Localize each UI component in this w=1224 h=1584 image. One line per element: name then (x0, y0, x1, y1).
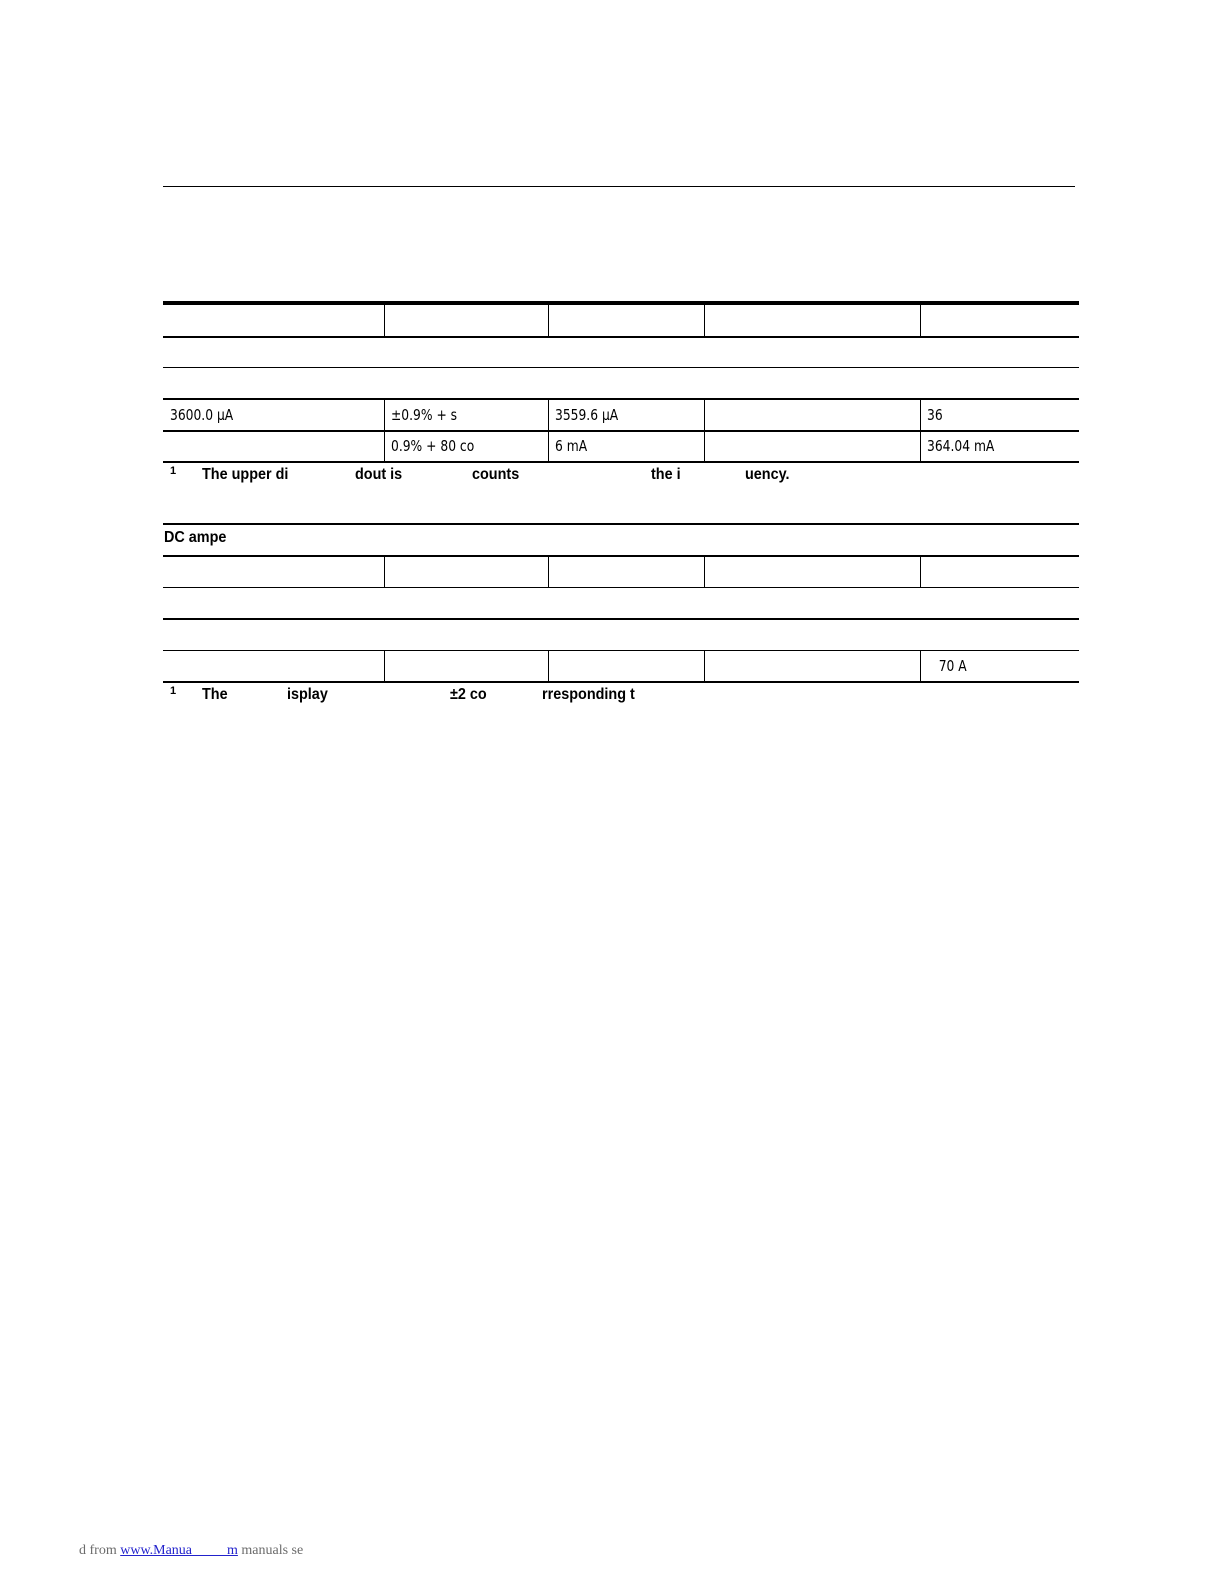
column-divider (920, 650, 921, 681)
footnote-text: isplay (287, 686, 328, 703)
table-cell: 3600.0 μA (170, 405, 234, 424)
table-cell: 364.04 mA (927, 437, 995, 455)
table-cell (711, 399, 875, 430)
footnote-text: The upper di (202, 466, 289, 483)
table-bottom-rule (163, 681, 1079, 683)
footer-suffix: manuals se (237, 1543, 304, 1558)
page-footer (79, 1543, 303, 1559)
table-cell: 3559.6 μA (555, 405, 619, 424)
table-cell (391, 651, 522, 681)
table-cell (711, 431, 875, 461)
table-cell (711, 651, 875, 681)
footnote-text: The (202, 686, 228, 703)
table-row (163, 431, 1079, 461)
table-cell: 6 mA (555, 437, 588, 455)
footnote-text: rresponding t (542, 686, 635, 703)
table-cell: 0.9% + 80 co (391, 437, 475, 455)
table-bottom-rule (163, 461, 1079, 463)
table-cell (170, 431, 334, 461)
column-divider (384, 650, 385, 681)
footnote-text: the i (651, 466, 681, 483)
footnote-text: ±2 co (450, 686, 487, 703)
row-rule (163, 367, 1079, 368)
column-divider (384, 556, 385, 587)
footnote-marker: 1 (170, 465, 177, 477)
footnote-text: uency. (745, 466, 790, 483)
spec-table-1 (163, 301, 1079, 462)
table-cell (170, 651, 334, 681)
column-divider (548, 556, 549, 587)
table-cell: 36 (927, 405, 943, 424)
column-divider (920, 305, 921, 336)
table-cell: 70 A (927, 657, 967, 675)
column-divider (548, 650, 549, 681)
spec-table-2 (163, 523, 1079, 684)
footnote-text: counts (472, 466, 520, 483)
column-divider (704, 556, 705, 587)
header-bottom-rule (163, 336, 1079, 338)
footnote-marker: 1 (170, 685, 177, 697)
column-divider (548, 305, 549, 336)
table-top-rule (163, 523, 1079, 525)
footer-link[interactable]: www.Manua m (120, 1543, 238, 1558)
table-row (163, 651, 1079, 681)
header-rule (163, 186, 1075, 187)
column-divider (704, 650, 705, 681)
table-title: DC ampe (164, 529, 227, 546)
column-divider (704, 305, 705, 336)
table-top-rule (163, 301, 1079, 305)
table-row (163, 399, 1079, 430)
column-divider (384, 305, 385, 336)
footer-prefix: d from (79, 1543, 121, 1558)
column-divider (920, 556, 921, 587)
row-rule (163, 618, 1079, 620)
row-rule (163, 555, 1079, 557)
header-bottom-rule (163, 587, 1079, 588)
table-cell (555, 651, 678, 681)
footnote-text: dout is (355, 466, 403, 483)
table-cell: ±0.9% + s (391, 405, 458, 424)
